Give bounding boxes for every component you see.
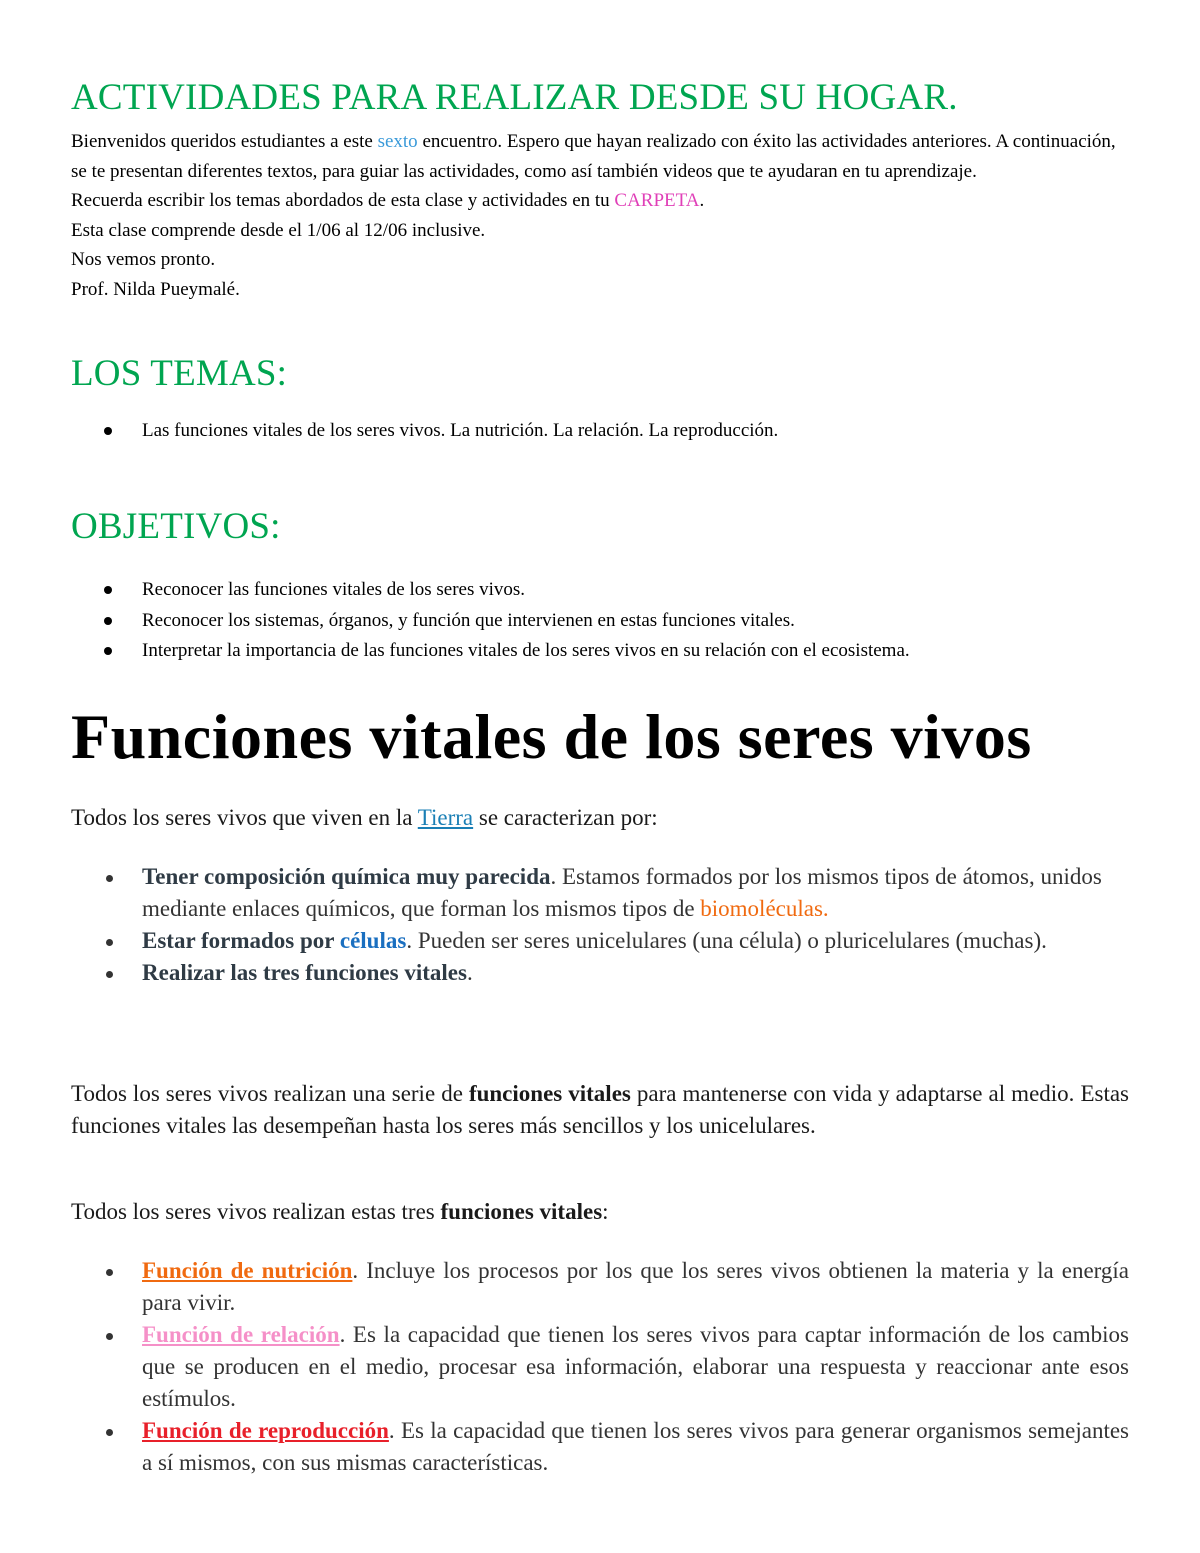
paragraph-text: : bbox=[602, 1199, 609, 1224]
bullet-icon bbox=[104, 617, 112, 625]
list-item bbox=[71, 416, 1129, 447]
intro-text: encuentro. Espero que hayan realizado con éxito las actividades anteriores. A continuación, se te presentan diferentes textos, para guiar las actividades, como así también videos que te ayudaran en tu aprendizaje. bbox=[71, 131, 1116, 182]
characteristic-text: . Pueden ser seres unicelulares (una célula) o pluricelulares (muchas). bbox=[406, 928, 1047, 953]
list-item bbox=[71, 1255, 1129, 1319]
function-text: . Es la capacidad que tienen los seres vivos para generar organismos semejantes a sí mismos, con sus mismas características. bbox=[142, 1418, 1129, 1475]
signature: Prof. Nilda Pueymalé. bbox=[71, 278, 240, 300]
list-item-text: Las funciones vitales de los seres vivos. La nutrición. La relación. La reproducción. bbox=[142, 420, 779, 441]
tierra-link[interactable]: Tierra bbox=[417, 805, 474, 830]
article-intro bbox=[71, 802, 1129, 834]
function-text: . Incluye los procesos por los que los seres vivos obtienen la materia y la energía para vivir. bbox=[142, 1258, 1129, 1315]
list-item bbox=[71, 606, 1129, 637]
list-item bbox=[71, 1415, 1129, 1479]
intro-section bbox=[71, 127, 1129, 304]
list-item bbox=[71, 957, 1129, 989]
objetivos-list bbox=[71, 575, 1129, 667]
list-item bbox=[71, 575, 1129, 606]
article-intro-text: se caracterizan por: bbox=[473, 805, 658, 830]
three-functions-intro bbox=[71, 1196, 1129, 1228]
temas-heading: LOS TEMAS: bbox=[71, 353, 288, 394]
bullet-icon bbox=[104, 647, 112, 655]
list-item-text: Reconocer los sistemas, órganos, y función que intervienen en estas funciones vitales. bbox=[142, 609, 795, 631]
bullet-icon bbox=[106, 1269, 113, 1276]
list-item-text: Interpretar la importancia de las funciones vitales de los seres vivos en su relación con el ecosistema. bbox=[142, 640, 910, 661]
intro-text: Bienvenidos queridos estudiantes a este bbox=[71, 131, 378, 152]
bullet-icon bbox=[106, 1429, 113, 1436]
vital-functions-paragraph bbox=[71, 1078, 1129, 1141]
characteristic-title: Realizar las tres funciones vitales bbox=[142, 960, 467, 985]
farewell: Nos vemos pronto. bbox=[71, 249, 216, 270]
page-title: ACTIVIDADES PARA REALIZAR DESDE SU HOGAR. bbox=[71, 77, 958, 118]
reminder-paragraph bbox=[71, 186, 1129, 216]
list-item bbox=[71, 861, 1129, 925]
bullet-icon bbox=[104, 427, 112, 435]
functions-list bbox=[71, 1255, 1129, 1479]
bullet-icon bbox=[106, 875, 113, 882]
bullet-icon bbox=[106, 971, 113, 978]
list-item-text: Reconocer las funciones vitales de los seres vivos. bbox=[142, 579, 526, 600]
paragraph-bold: funciones vitales bbox=[440, 1199, 603, 1224]
highlight-carpeta: CARPETA bbox=[614, 190, 700, 211]
bullet-icon bbox=[104, 586, 112, 594]
characteristic-text: . Estamos formados por los mismos tipos de átomos, unidos mediante enlaces químicos, que forman los mismos tipos de bbox=[142, 864, 1102, 921]
date-range: Esta clase comprende desde el 1/06 al 12/06 inclusive. bbox=[71, 219, 486, 241]
paragraph-bold: funciones vitales bbox=[468, 1081, 631, 1106]
paragraph-text: Todos los seres vivos realizan una serie de bbox=[71, 1081, 469, 1106]
list-item bbox=[71, 636, 1129, 667]
article-title: Funciones vitales de los seres vivos bbox=[71, 701, 1032, 772]
characteristic-title: Estar formados por bbox=[142, 928, 340, 953]
objetivos-heading: OBJETIVOS: bbox=[71, 506, 281, 547]
highlight-sexto: sexto bbox=[377, 131, 418, 152]
funcion-reproduccion-link[interactable]: Función de reproducción bbox=[142, 1418, 389, 1443]
reminder-text: . bbox=[699, 190, 705, 211]
list-item bbox=[71, 925, 1129, 957]
funcion-nutricion-link[interactable]: Función de nutrición bbox=[142, 1258, 353, 1283]
reminder-text: Recuerda escribir los temas abordados de esta clase y actividades en tu bbox=[71, 190, 615, 211]
intro-paragraph bbox=[71, 127, 1129, 186]
bullet-icon bbox=[106, 1333, 113, 1340]
list-item bbox=[71, 1319, 1129, 1415]
characteristic-text: . bbox=[466, 960, 473, 985]
characteristic-title: Tener composición química muy parecida bbox=[142, 864, 551, 889]
funcion-relacion-link[interactable]: Función de relación bbox=[142, 1322, 340, 1347]
bullet-icon bbox=[106, 939, 113, 946]
paragraph-text: Todos los seres vivos realizan estas tres bbox=[71, 1199, 441, 1224]
temas-list bbox=[71, 416, 1129, 447]
biomoleculas-link[interactable]: biomoléculas. bbox=[700, 896, 829, 921]
paragraph-text: para mantenerse con vida y adaptarse al medio. Estas funciones vitales las desempeñan hasta los seres más sencillos y los unicelulares. bbox=[71, 1081, 1130, 1138]
celulas-link[interactable]: células bbox=[339, 928, 407, 953]
article-intro-text: Todos los seres vivos que viven en la bbox=[71, 805, 418, 830]
characteristics-list bbox=[71, 861, 1129, 989]
function-text: . Es la capacidad que tienen los seres vivos para captar información de los cambios que se producen en el medio, procesar esa información, elaborar una respuesta y reaccionar ante esos estímulos. bbox=[142, 1322, 1129, 1411]
